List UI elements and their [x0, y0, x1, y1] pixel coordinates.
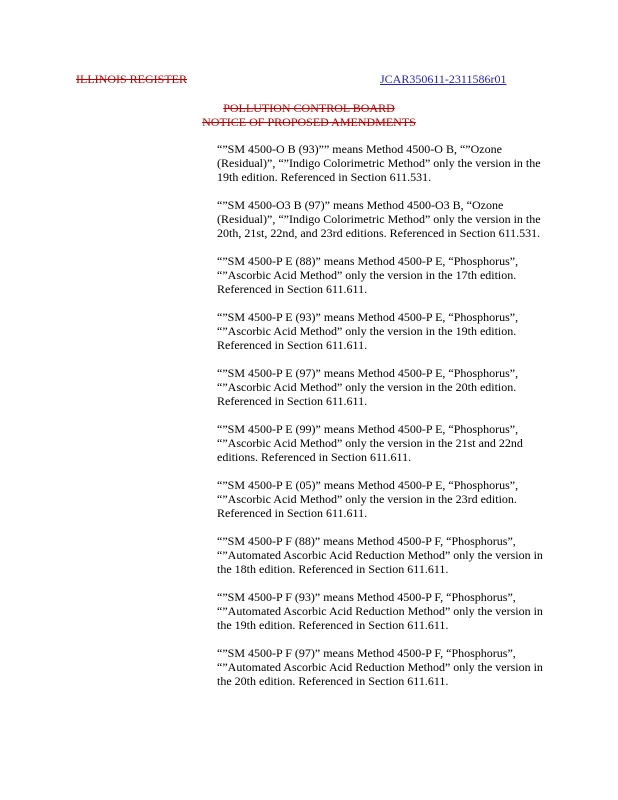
- entry-text: “”SM 4500-P E (05)” means Method 4500-P E, “Phosphorus”, “”Ascorbic Acid Method” only the version in the 23rd edition.: [217, 478, 519, 506]
- entry-reference: Referenced in Section 611.531.: [389, 226, 541, 240]
- board-title: POLLUTION CONTROL BOARD: [223, 101, 395, 115]
- entry-text: “”SM 4500-P E (93)” means Method 4500-P E, “Phosphorus”, “”Ascorbic Acid Method” only the version in the 19th edition.: [217, 310, 519, 338]
- definition-entry: [217, 534, 549, 576]
- entry-text: “”SM 4500-P F (88)” means Method 4500-P F, “Phosphorus”, “”Automated Ascorbic Acid Reduction Method” only the version in the 18th edition.: [217, 534, 543, 576]
- entry-reference: Referenced in Section 611.611.: [298, 674, 449, 688]
- definition-entry: [217, 366, 549, 408]
- definition-entry: [217, 422, 549, 464]
- definition-entry: [217, 198, 549, 240]
- definitions-list: [217, 142, 549, 702]
- entry-reference: Referenced in Section 611.531.: [280, 170, 432, 184]
- entry-text: “”SM 4500-P E (99)” means Method 4500-P E, “Phosphorus”, “”Ascorbic Acid Method” only the version in the 21st and 22nd editions.: [217, 422, 523, 464]
- definition-entry: [217, 646, 549, 688]
- entry-text: “”SM 4500-P F (93)” means Method 4500-P F, “Phosphorus”, “”Automated Ascorbic Acid Reduction Method” only the version in the 19th edition.: [217, 590, 543, 632]
- entry-reference: Referenced in Section 611.611.: [298, 618, 449, 632]
- entry-reference: Referenced in Section 611.611.: [217, 506, 368, 520]
- definition-entry: [217, 310, 549, 352]
- entry-text: “”SM 4500-P E (88)” means Method 4500-P E, “Phosphorus”, “”Ascorbic Acid Method” only the version in the 17th edition.: [217, 254, 519, 282]
- notice-title: NOTICE OF PROPOSED AMENDMENTS: [202, 115, 416, 129]
- entry-text: “”SM 4500-P F (97)” means Method 4500-P F, “Phosphorus”, “”Automated Ascorbic Acid Reduction Method” only the version in the 20th edition.: [217, 646, 543, 688]
- entry-reference: Referenced in Section 611.611.: [217, 338, 368, 352]
- definition-entry: [217, 254, 549, 296]
- definition-entry: [217, 590, 549, 632]
- entry-text: “”SM 4500-O3 B (97)” means Method 4500-O3 B, “Ozone (Residual)”, “”Indigo Colorimetric Method” only the version in the 20th, 21st, 22nd, and 23rd editions.: [217, 198, 541, 240]
- entry-reference: Referenced in Section 611.611.: [217, 282, 368, 296]
- definition-entry: [217, 478, 549, 520]
- definition-entry: [217, 142, 549, 184]
- entry-text: “”SM 4500-P E (97)” means Method 4500-P E, “Phosphorus”, “”Ascorbic Acid Method” only the version in the 20th edition.: [217, 366, 519, 394]
- register-header: ILLINOIS REGISTER: [76, 72, 187, 86]
- entry-text: “”SM 4500-O B (93)”” means Method 4500-O B, “”Ozone (Residual)”, “”Indigo Colorimetric Method” only the version in the 19th edition.: [217, 142, 541, 184]
- entry-reference: Referenced in Section 611.611.: [298, 562, 449, 576]
- entry-reference: Referenced in Section 611.611.: [217, 394, 368, 408]
- jcar-reference[interactable]: JCAR350611-2311586r01: [380, 72, 507, 86]
- entry-reference: Referenced in Section 611.611.: [261, 450, 412, 464]
